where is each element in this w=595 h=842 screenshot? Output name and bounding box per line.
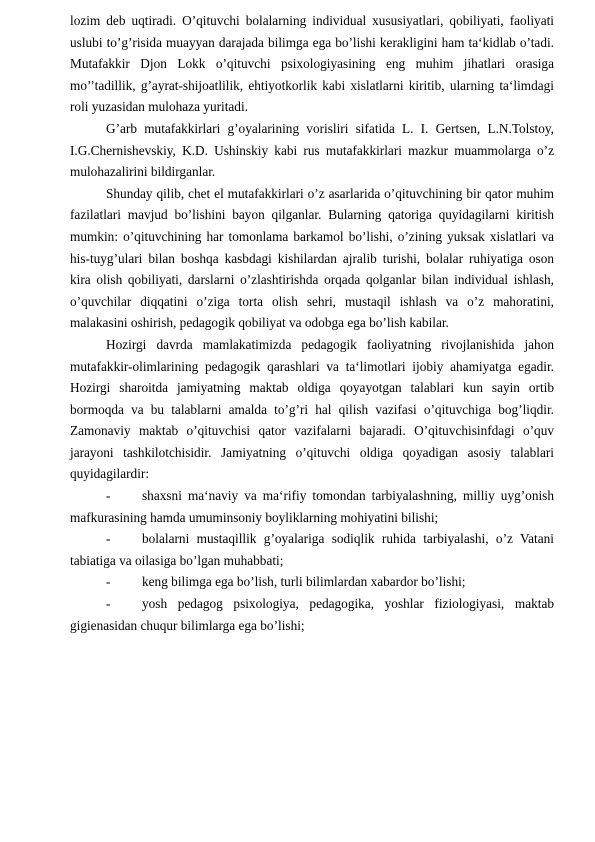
- paragraph-continuation: lozim deb uqtiradi. O’qituvchi bolalarning individual xususiyatlari, qobiliyati, faoliyati uslubi to’g’risida muayyan darajada bilimga ega bo’lishi kerakligini ham ta‘kidlab o’tadi. Mutafakkir Djon Lokk o’qituvchi psixologiyasining eng muhim jihatlari orasiga mo’’tadillik, g’ayrat-shijoatlilik, ehtiyotkorlik kabi xislatlarni kiritib, ularning ta‘limdagi roli yuzasidan mulohaza yuritadi.: [70, 13, 554, 115]
- paragraph: Hozirgi davrda mamlakatimizda pedagogik faoliyatning rivojlanishida jahon mutafakkir-olimlarining pedagogik qarashlari va ta‘limotlari ijobiy ahamiyatga egadir. Hozirgi sharoitda jamiyatning maktab oldiga qoyayotgan talablari kun sayin ortib bormoqda va bu talablarni amalda to’g’ri hal qilish vazifasi o’qituvchiga bog’liqdir. Zamonaviy maktab o’qituvchisi qator vazifalarni bajaradi. O’qituvchisinfdagi o’quv jarayoni tashkilotchisidir. Jamiyatning o’qituvchi oldiga qoyadigan asosiy talablari quyidagilardir:: [70, 336, 554, 482]
- list-item: [70, 528, 554, 571]
- paragraph: G’arb mutafakkirlari g’oyalarining vorisliri sifatida L. I. Gertsen, L.N.Tolstoy, I.G.Chernishevskiy, K.D. Ushinskiy kabi rus mutafakkirlari mazkur muammolarga o’z mulohazalirini bildirganlar.: [70, 120, 554, 180]
- list-item: [70, 593, 554, 636]
- list-item-text: shaxsni ma‘naviy va ma‘rifiy tomondan tarbiyalashning, milliy uyg’onish mafkurasining hamda umuminsoniy boyliklarning mohiyatini bilishi;: [70, 488, 554, 525]
- list-marker: -: [106, 531, 111, 547]
- list-item-text: keng bilimga ega bo’lish, turli bilimlardan xabardor bo’lishi;: [142, 574, 466, 590]
- document-body: [70, 10, 554, 636]
- list-item: [70, 571, 554, 593]
- list-item: [70, 485, 554, 528]
- list-item-text: yosh pedagog psixologiya, pedagogika, yoshlar fiziologiyasi, maktab gigienasidan chuqur bilimlarga ega bo’lishi;: [70, 596, 554, 633]
- list-item-text: bolalarni mustaqillik g’oyalariga sodiqlik ruhida tarbiyalashi, o’z Vatani tabiatiga va oilasiga bo’lgan muhabbati;: [70, 531, 554, 568]
- list-marker: -: [106, 488, 111, 504]
- list-marker: -: [106, 596, 111, 612]
- list-marker: -: [106, 574, 111, 590]
- paragraph: Shunday qilib, chet el mutafakkirlari o’z asarlarida o’qituvchining bir qator muhim fazilatlari mavjud bo’lishini bayon qilganlar. Bularning qatoriga quyidagilarni kiritish mumkin: o’qituvchining har tomonlama barkamol bo’lishi, o’zining yuksak xislatlari va his-tuyg’ulari bilan boshqa kasbdagi kishilardan ajralib turishi, bolalar ruhiyatiga oson kira olish qobiliyati, darslarni o’zlashtirishda orqada qolganlar bilan individual ishlash, o’quvchilar diqqatini o’ziga torta olish sehri, mustaqil ishlash va o’z mahoratini, malakasini oshirish, pedagogik qobiliyat va odobga ega bo’lish kabilar.: [70, 185, 554, 331]
